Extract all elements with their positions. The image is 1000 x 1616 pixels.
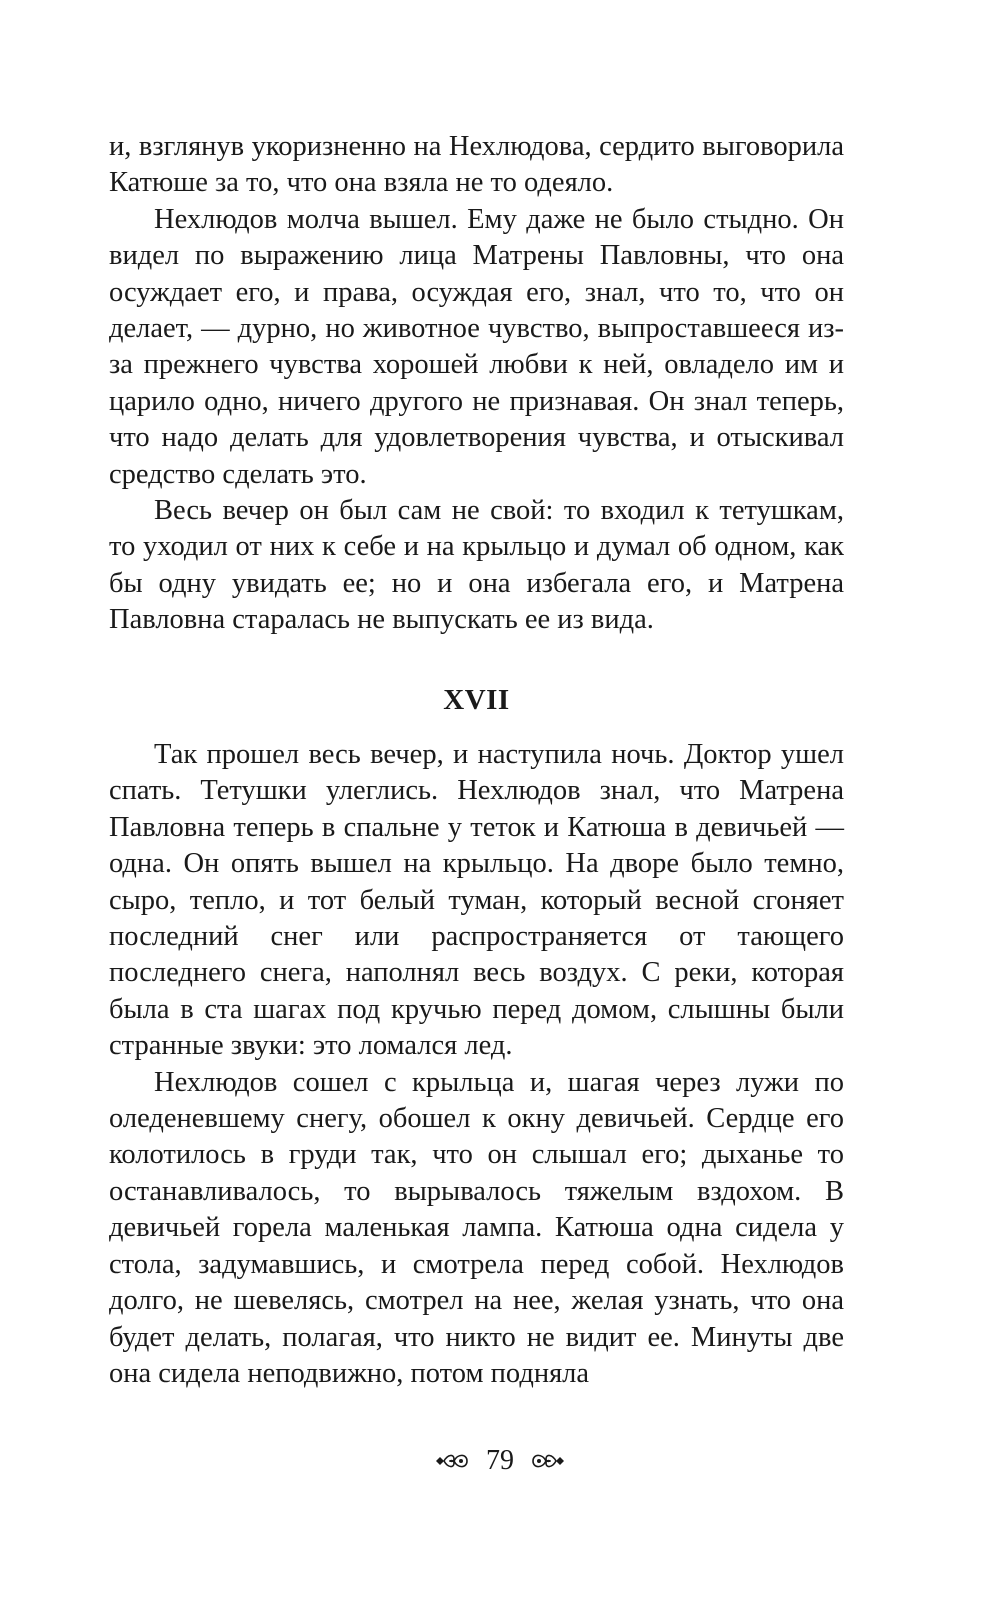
paragraph: Нехлюдов молча вышел. Ему даже не было стыдно. Он видел по выражению лица Матрены Павловны, что она осуждает его, и права, осуждая его, знал, что то, что он делает, — дурно, но животное чувство, выпроставшееся из-за прежнего чувства хорошей любви к ней, овладело им и царило одно, ничего другого не признавая. Он знал теперь, что надо делать для удовлетворения чувства, и отыскивал средство сделать это. <box>109 203 844 490</box>
paragraph: Нехлюдов сошел с крыльца и, шагая через лужи по оледеневшему снегу, обошел к окну девичьей. Сердце его колотилось в груди так, что он слышал его; дыханье то останавливалось, то вырывалось тяжелым вздохом. В девичьей горела маленькая лампа. Катюша одна сидела у стола, задумавшись, и смотрела перед собой. Нехлюдов долго, не шевелясь, смотрел на нее, желая узнать, что она будет делать, полагая, что никто не видит ее. Минуты две она сидела неподвижно, потом подняла <box>109 1066 844 1389</box>
right-ornament-icon <box>530 1450 566 1472</box>
page-number: 79 <box>486 1445 514 1476</box>
left-ornament-icon <box>434 1450 470 1472</box>
paragraph: Весь вечер он был сам не свой: то входил к тетушкам, то уходил от них к себе и на крыльцо и думал об одном, как бы одну увидать ее; но и она избегала его, и Матрена Павловна старалась не выпускать ее из вида. <box>109 495 844 636</box>
paragraph: Так прошел весь вечер, и наступила ночь. Доктор ушел спать. Тетушки улеглись. Нехлюдов знал, что Матрена Павловна теперь в спальне у теток и Катюша в девичьей — одна. Он опять вышел на крыльцо. На дворе было темно, сыро, тепло, и тот белый туман, который весной сгоняет последний снег или распространяется от тающего последнего снега, наполнял весь воздух. С реки, которая была в ста шагах под кручью перед домом, слышны были странные звуки: это ломался лед. <box>109 739 844 1062</box>
text-block-top <box>109 129 844 639</box>
paragraph: и, взглянув укоризненно на Нехлюдова, сердито выговорила Катюше за то, что она взяла не то одеяло. <box>109 131 844 199</box>
text-block-bottom <box>109 737 844 1392</box>
chapter-heading: XVII <box>443 684 510 716</box>
page-footer <box>0 1441 1000 1481</box>
